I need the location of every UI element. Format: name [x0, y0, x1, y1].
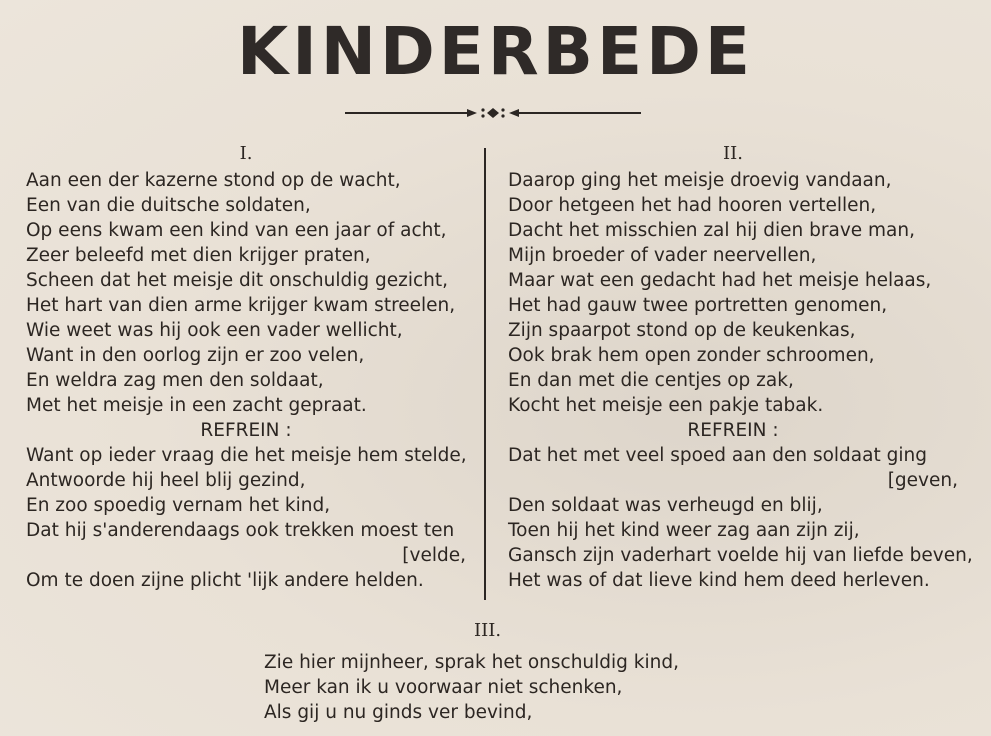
verse-line: Het had gauw twee portretten genomen, — [508, 295, 888, 316]
verse-line: Kocht het meisje een pakje tabak. — [508, 395, 824, 416]
stanza-2-numeral: II. — [723, 143, 743, 164]
verse-line: Mijn broeder of vader neervellen, — [508, 245, 817, 266]
refrain-line: Want op ieder vraag die het meisje hem stelde, — [26, 445, 467, 466]
refrain-line: Gansch zijn vaderhart voelde hij van liefde beven, — [508, 545, 973, 566]
verse-line: Daarop ging het meisje droevig vandaan, — [508, 170, 892, 191]
stanza-2-refrain — [508, 443, 973, 593]
verse-line: Door hetgeen het had hooren vertellen, — [508, 195, 877, 216]
stanza-2 — [508, 140, 973, 593]
refrain-heading: REFREIN : — [687, 420, 779, 441]
page-title: KINDERBEDE — [237, 13, 754, 90]
refrain-line: Antwoorde hij heel blij gezind, — [26, 470, 306, 491]
refrain-heading: REFREIN : — [200, 420, 292, 441]
refrain-line-continuation: [geven, — [887, 470, 958, 491]
refrain-line-continuation: [velde, — [402, 545, 466, 566]
refrain-line: Het was of dat lieve kind hem deed herleven. — [508, 570, 930, 591]
verse-line: Een van die duitsche soldaten, — [26, 195, 311, 216]
stanza-2-verse — [508, 168, 958, 418]
refrain-line: Om te doen zijne plicht 'lijk andere helden. — [26, 570, 424, 591]
verse-line: Want in den oorlog zijn er zoo velen, — [26, 345, 365, 366]
verse-line: Met het meisje in een zacht gepraat. — [26, 395, 367, 416]
verse-line: Dacht het misschien zal hij dien brave man, — [508, 220, 915, 241]
stanza-3-spacer — [264, 622, 679, 650]
verse-line: Aan een der kazerne stond op de wacht, — [26, 170, 401, 191]
refrain-line: En zoo spoedig vernam het kind, — [26, 495, 331, 516]
refrain-line: Den soldaat was verheugd en blij, — [508, 495, 823, 516]
verse-line: Zie hier mijnheer, sprak het onschuldig kind, — [264, 652, 680, 673]
stanza-1-refrain — [26, 443, 466, 593]
verse-line: En weldra zag men den soldaat, — [26, 370, 324, 391]
verse-line: Zijn spaarpot stond op de keukenkas, — [508, 320, 856, 341]
stanza-3-numeral: III. — [474, 620, 502, 641]
verse-line: Het hart van dien arme krijger kwam streelen, — [26, 295, 456, 316]
ornament-divider-icon — [345, 103, 641, 123]
verse-line: Ook brak hem open zonder schroomen, — [508, 345, 875, 366]
verse-line: Scheen dat het meisje dit onschuldig gezicht, — [26, 270, 449, 291]
verse-line: Op eens kwam een kind van een jaar of acht, — [26, 220, 447, 241]
stanza-1 — [26, 140, 466, 593]
verse-line: Zeer beleefd met dien krijger praten, — [26, 245, 371, 266]
verse-line: Meer kan ik u voorwaar niet schenken, — [264, 677, 623, 698]
verse-line: Wie weet was hij ook een vader wellicht, — [26, 320, 403, 341]
stanza-3 — [264, 622, 679, 725]
verse-line: Maar wat een gedacht had het meisje helaas, — [508, 270, 932, 291]
refrain-line: Toen hij het kind weer zag aan zijn zij, — [508, 520, 860, 541]
column-divider — [484, 148, 486, 600]
refrain-line: Dat het met veel spoed aan den soldaat ging — [508, 445, 927, 466]
refrain-line: Dat hij s'anderendaags ook trekken moest ten — [26, 520, 455, 541]
stanza-1-verse — [26, 168, 466, 418]
verse-line: En dan met die centjes op zak, — [508, 370, 794, 391]
stanza-1-numeral: I. — [239, 143, 253, 164]
verse-line: Als gij u nu ginds ver bevind, — [264, 702, 533, 723]
